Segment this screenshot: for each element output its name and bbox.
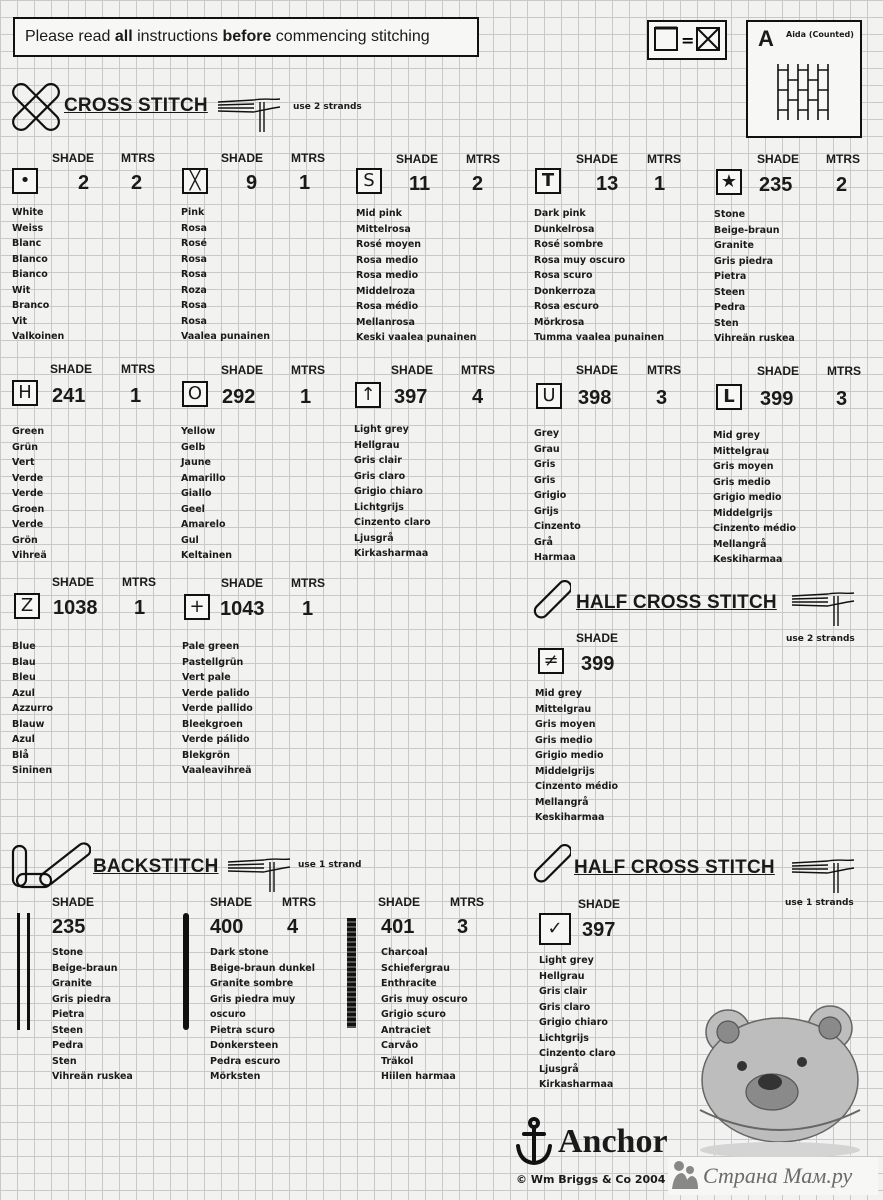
instruction-text-3: commencing stitching <box>271 28 430 45</box>
not-equal-symbol-icon: ≠ <box>538 648 564 674</box>
star-symbol-icon: ★ <box>716 169 742 195</box>
mtrs-label: MTRS <box>450 895 484 909</box>
watermark-text: Страна Мам.ру <box>703 1163 853 1188</box>
mtrs-number: 1 <box>302 598 314 620</box>
mtrs-label: MTRS <box>291 151 325 165</box>
thread-strands-icon <box>226 854 292 896</box>
thin-double-line-sample <box>27 913 30 1030</box>
shade-number: 1043 <box>220 598 265 620</box>
svg-text:=: = <box>681 31 695 50</box>
half-cross-stitch-icon <box>533 843 571 887</box>
mtrs-number: 1 <box>654 173 666 195</box>
aida-weave-icon <box>774 60 836 124</box>
mtrs-label: MTRS <box>466 152 500 166</box>
thread-strands-icon <box>790 588 856 630</box>
backstitch-strands: use 1 strand <box>298 860 362 870</box>
shade-number: 235 <box>759 174 793 196</box>
mtrs-label: MTRS <box>282 895 316 909</box>
square-equals-stitch-icon <box>649 22 725 58</box>
z-symbol-icon: Z <box>14 593 40 619</box>
circle-symbol-icon: O <box>182 381 208 407</box>
shade-label: SHADE <box>52 895 95 909</box>
color-names: Grey Grau Gris Gris Grigio Grijs Cinzento Grå Harmaa <box>534 428 581 563</box>
shade-label: SHADE <box>576 152 619 166</box>
shade-label: SHADE <box>578 897 621 911</box>
l-symbol-icon: L <box>716 384 742 410</box>
mtrs-label: MTRS <box>121 362 155 376</box>
color-names: Pale green Pastellgrün Vert pale Verde palido Verde pallido Bleekgroen Verde pálido Blekgrön Vaaleavihreä <box>182 641 253 776</box>
shade-number: 11 <box>409 173 431 195</box>
shade-label: SHADE <box>210 895 253 909</box>
mtrs-label: MTRS <box>647 363 681 377</box>
instruction-banner <box>13 17 479 57</box>
shade-label: SHADE <box>221 576 264 590</box>
mtrs-number: 4 <box>287 916 299 938</box>
shade-label: SHADE <box>576 631 619 645</box>
shade-number: 292 <box>222 386 256 408</box>
shade-number: 400 <box>210 916 244 938</box>
checkmark-symbol-icon: ✓ <box>539 913 571 945</box>
mtrs-number: 2 <box>131 172 143 194</box>
shade-label: SHADE <box>52 575 95 589</box>
teddy-bear-illustration <box>680 1000 880 1160</box>
fabric-caption: Aida (Counted) <box>786 30 854 39</box>
color-names: Stone Beige-braun Granite Gris piedra Pietra Steen Pedra Sten Vihreän ruskea <box>52 947 133 1082</box>
shade-label: SHADE <box>391 363 434 377</box>
half-cross-stitch-strands: use 1 strands <box>785 898 854 908</box>
shade-label: SHADE <box>757 364 800 378</box>
mtrs-number: 1 <box>299 172 311 194</box>
color-names: Light grey Hellgrau Gris clair Gris claro Grigio chiaro Lichtgrijs Cinzento claro Ljusgrå Kirkasharmaa <box>354 424 431 559</box>
color-names: Mid grey Mittelgrau Gris moyen Gris medio Grigio medio Middelgrijs Cinzento médio Mellangrå Keskiharmaa <box>535 688 619 823</box>
color-names: Blue Blau Bleu Azul Azzurro Blauw Azul Blå Sininen <box>12 641 54 776</box>
fabric-letter: A <box>758 26 774 51</box>
color-names: Charcoal Schiefergrau Enthracite Gris muy oscuro Grigio scuro Antraciet Carvão Träkol Hiilen harmaa <box>381 947 468 1082</box>
u-symbol-icon: U <box>536 383 562 409</box>
s-symbol-icon: S <box>356 168 382 194</box>
shade-label: SHADE <box>378 895 421 909</box>
instruction-emphasis-all: all <box>114 28 133 45</box>
mtrs-number: 1 <box>130 385 142 407</box>
shade-number: 235 <box>52 916 86 938</box>
mtrs-number: 4 <box>472 386 484 408</box>
color-names: White Weiss Blanc Blanco Bianco Wit Branco Vit Valkoinen <box>12 207 65 342</box>
color-names: Stone Beige-braun Granite Gris piedra Pietra Steen Pedra Sten Vihreän ruskea <box>714 209 795 344</box>
shade-label: SHADE <box>221 363 264 377</box>
shade-number: 398 <box>578 387 612 409</box>
color-names: Dark pink Dunkelrosa Rosé sombre Rosa muy oscuro Rosa scuro Donkerroza Rosa escuro Mörkrosa Tumma vaalea punainen <box>534 208 665 343</box>
mtrs-number: 2 <box>472 173 484 195</box>
shade-number: 13 <box>596 173 619 195</box>
mtrs-number: 1 <box>300 386 312 408</box>
mtrs-number: 1 <box>134 597 146 619</box>
cross-symbol-icon: ╳ <box>182 168 208 194</box>
textured-line-sample <box>347 918 356 1028</box>
color-names: Yellow Gelb Jaune Amarillo Giallo Geel Amarelo Gul Keltainen <box>181 426 233 561</box>
half-cross-stitch-strands: use 2 strands <box>786 634 855 644</box>
shade-label: SHADE <box>221 151 264 165</box>
shade-number: 397 <box>394 386 428 408</box>
thread-strands-icon <box>790 855 856 897</box>
color-names: Green Grün Vert Verde Verde Groen Verde Grön Vihreä <box>12 426 47 561</box>
h-symbol-icon: H <box>12 380 38 406</box>
backstitch-title: BACKSTITCH <box>93 856 219 877</box>
instruction-emphasis-before: before <box>222 28 272 45</box>
instruction-text-2: instructions <box>132 28 223 45</box>
shade-label: SHADE <box>396 152 439 166</box>
mtrs-label: MTRS <box>647 152 681 166</box>
backstitch-icon <box>11 842 91 890</box>
mtrs-number: 2 <box>836 174 848 196</box>
shade-label: SHADE <box>52 151 95 165</box>
shade-number: 399 <box>581 653 615 675</box>
thick-line-sample <box>183 913 189 1030</box>
shade-number: 2 <box>78 172 90 194</box>
dot-symbol-icon: • <box>12 168 38 194</box>
figure-icon <box>670 1159 700 1191</box>
fabric-info-box <box>746 20 862 138</box>
mtrs-number: 3 <box>457 916 469 938</box>
color-names: Dark stone Beige-braun dunkel Granite sombre Gris piedra muy oscuro Pietra scuro Donkersteen Pedra escuro Mörksten <box>210 947 315 1082</box>
brand-name: Anchor <box>558 1123 668 1160</box>
mtrs-label: MTRS <box>121 151 155 165</box>
copyright: © Wm Briggs & Co 2004 <box>516 1173 666 1186</box>
t-symbol-icon: T <box>535 168 561 194</box>
shade-label: SHADE <box>757 152 800 166</box>
thin-double-line-sample <box>17 913 20 1030</box>
mtrs-label: MTRS <box>291 576 325 590</box>
shade-number: 397 <box>582 919 616 941</box>
mtrs-number: 3 <box>656 387 668 409</box>
anchor-logo-icon <box>514 1116 554 1168</box>
shade-number: 399 <box>760 388 794 410</box>
mtrs-label: MTRS <box>826 152 860 166</box>
color-names: Mid pink Mittelrosa Rosé moyen Rosa medio Rosa medio Middelroza Rosa médio Mellanrosa Keski vaalea punainen <box>356 208 477 343</box>
cross-stitch-icon <box>11 82 61 132</box>
mtrs-label: MTRS <box>291 363 325 377</box>
cross-stitch-strands: use 2 strands <box>293 102 362 112</box>
half-cross-stitch-title: HALF CROSS STITCH <box>574 857 775 878</box>
arrow-up-symbol-icon: ↑ <box>355 382 381 408</box>
thread-strands-icon <box>216 94 282 136</box>
plus-symbol-icon: + <box>184 594 210 620</box>
cross-stitch-title: CROSS STITCH <box>64 95 208 116</box>
mtrs-label: MTRS <box>827 364 861 378</box>
half-cross-stitch-title: HALF CROSS STITCH <box>576 592 777 613</box>
shade-number: 401 <box>381 916 415 938</box>
shade-label: SHADE <box>576 363 619 377</box>
mtrs-label: MTRS <box>122 575 156 589</box>
stitch-legend <box>647 20 727 60</box>
shade-number: 9 <box>246 172 258 194</box>
shade-number: 1038 <box>53 597 98 619</box>
mtrs-number: 3 <box>836 388 848 410</box>
instruction-text-1: Please read <box>25 28 115 45</box>
color-names: Pink Rosa Rosé Rosa Rosa Roza Rosa Rosa Vaalea punainen <box>181 207 271 342</box>
mtrs-label: MTRS <box>461 363 495 377</box>
shade-label: SHADE <box>50 362 93 376</box>
half-cross-stitch-icon <box>533 579 571 623</box>
shade-number: 241 <box>52 385 86 407</box>
color-names: Mid grey Mittelgrau Gris moyen Gris medio Grigio medio Middelgrijs Cinzento médio Mellangrå Keskiharmaa <box>713 430 797 565</box>
color-names: Light grey Hellgrau Gris clair Gris claro Grigio chiaro Lichtgrijs Cinzento claro Ljusgrå Kirkasharmaa <box>539 955 616 1090</box>
